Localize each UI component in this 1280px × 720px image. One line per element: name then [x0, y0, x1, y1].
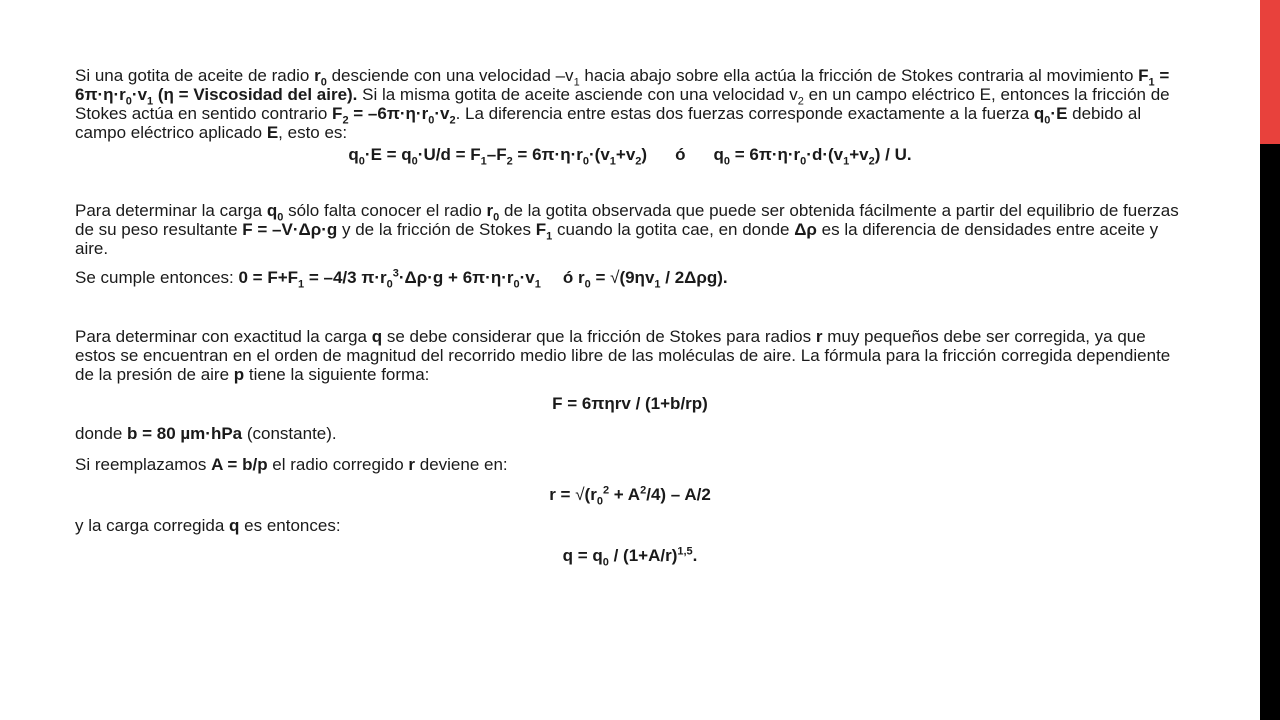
equation-charge: $q_0\cdot E = q_0\cdot U/d = F_1-F_2 = 6\pi\cdot\eta\cdot r_0\cdot(v_1+v_2)$ ó $q_0 = 6\pi\cdot\eta\cdot r_0\cdot d\cdot(v_1+v_2) / U$.	[348, 145, 912, 168]
correction-paragraph: Para determinar con exactitud la carga q se debe considerar que la fricción de Stokes para radios r muy pequeños debe ser corregida, ya que estos se encuentran en el orden de magnitud del recorrido medio libre de las moléculas de aire. La fórmula para la fricción corregida dependiente de la presión de aire p tiene la siguiente forma:	[75, 327, 1171, 384]
text: debido al campo eléctrico aplicado	[75, 104, 1142, 142]
substitution-line: Si reemplazamos A = b/p el radio corregido r deviene en:	[75, 455, 508, 474]
slide-body	[75, 66, 1185, 569]
text: hacia abajo sobre ella actúa la fricción de Stokes contraria al movimiento	[579, 66, 1139, 85]
stokes-formula-f2: $F_2 = -6\pi\cdot\eta\cdot r_0\cdot v_2$	[332, 104, 456, 127]
equation-corrected-friction: F = 6πηrv / (1+b/rp)	[552, 394, 708, 413]
accent-bar-black	[1260, 144, 1280, 720]
corrected-charge-line: y la carga corregida q es entonces:	[75, 516, 341, 535]
text: desciende con una velocidad –v	[326, 66, 574, 85]
q0E-symbol: $q_0\cdot E$	[1033, 104, 1068, 127]
radius-paragraph: Para determinar la carga $q_0$ sólo falta conocer el radio $r_0$ de la gotita observada que puede ser obtenida fácilmente a partir del equilibrio de fuerzas de su peso resultante F = –V·Δρ·g y de la fricción de Stokes $F_1$ cuando la gotita cae, en donde Δρ es la diferencia de densidades entre aceite y aire.	[75, 201, 1179, 258]
E-symbol: E	[266, 123, 279, 142]
subscript: 2	[797, 95, 804, 108]
r0-symbol: $r_0$	[314, 66, 327, 89]
equation-corrected-charge: $q = q_0 / (1+A/r)^{1,5}$.	[562, 545, 698, 569]
text: , esto es:	[278, 123, 348, 142]
accent-gap	[1252, 0, 1260, 720]
stokes-formula-f1: $F_1 = 6\pi\cdot\eta\cdot r_0\cdot v_1$ (η = Viscosidad del aire).	[75, 66, 1170, 108]
equilibrium-equation: Se cumple entonces: $0 = F+F_1 = -4/3$ $\pi\cdot r_0^3\cdot\Delta\rho\cdot g + 6\pi\cdot\eta\cdot r_0\cdot v_1$ ó $r_0 = √(9\eta v_1 / 2\Delta\rho g)$.	[75, 267, 728, 291]
constant-b-line: donde b = 80 µm·hPa (constante).	[75, 424, 337, 443]
intro-paragraph	[75, 66, 1185, 142]
accent-bar-red	[1260, 0, 1280, 144]
subscript: 1	[573, 76, 580, 89]
text: . La diferencia entre estas dos fuerzas corresponde exactamente a la fuerza	[455, 104, 1034, 123]
text: Si una gotita de aceite de radio	[75, 66, 315, 85]
text: Si la misma gotita de aceite asciende con una velocidad v	[357, 85, 798, 104]
equation-corrected-radius: $r = √(r_0^2 + A^2/4) - A/2$	[549, 484, 711, 508]
text: en un campo eléctrico E, entonces la fricción de Stokes actúa en sentido contrario	[75, 85, 1170, 123]
